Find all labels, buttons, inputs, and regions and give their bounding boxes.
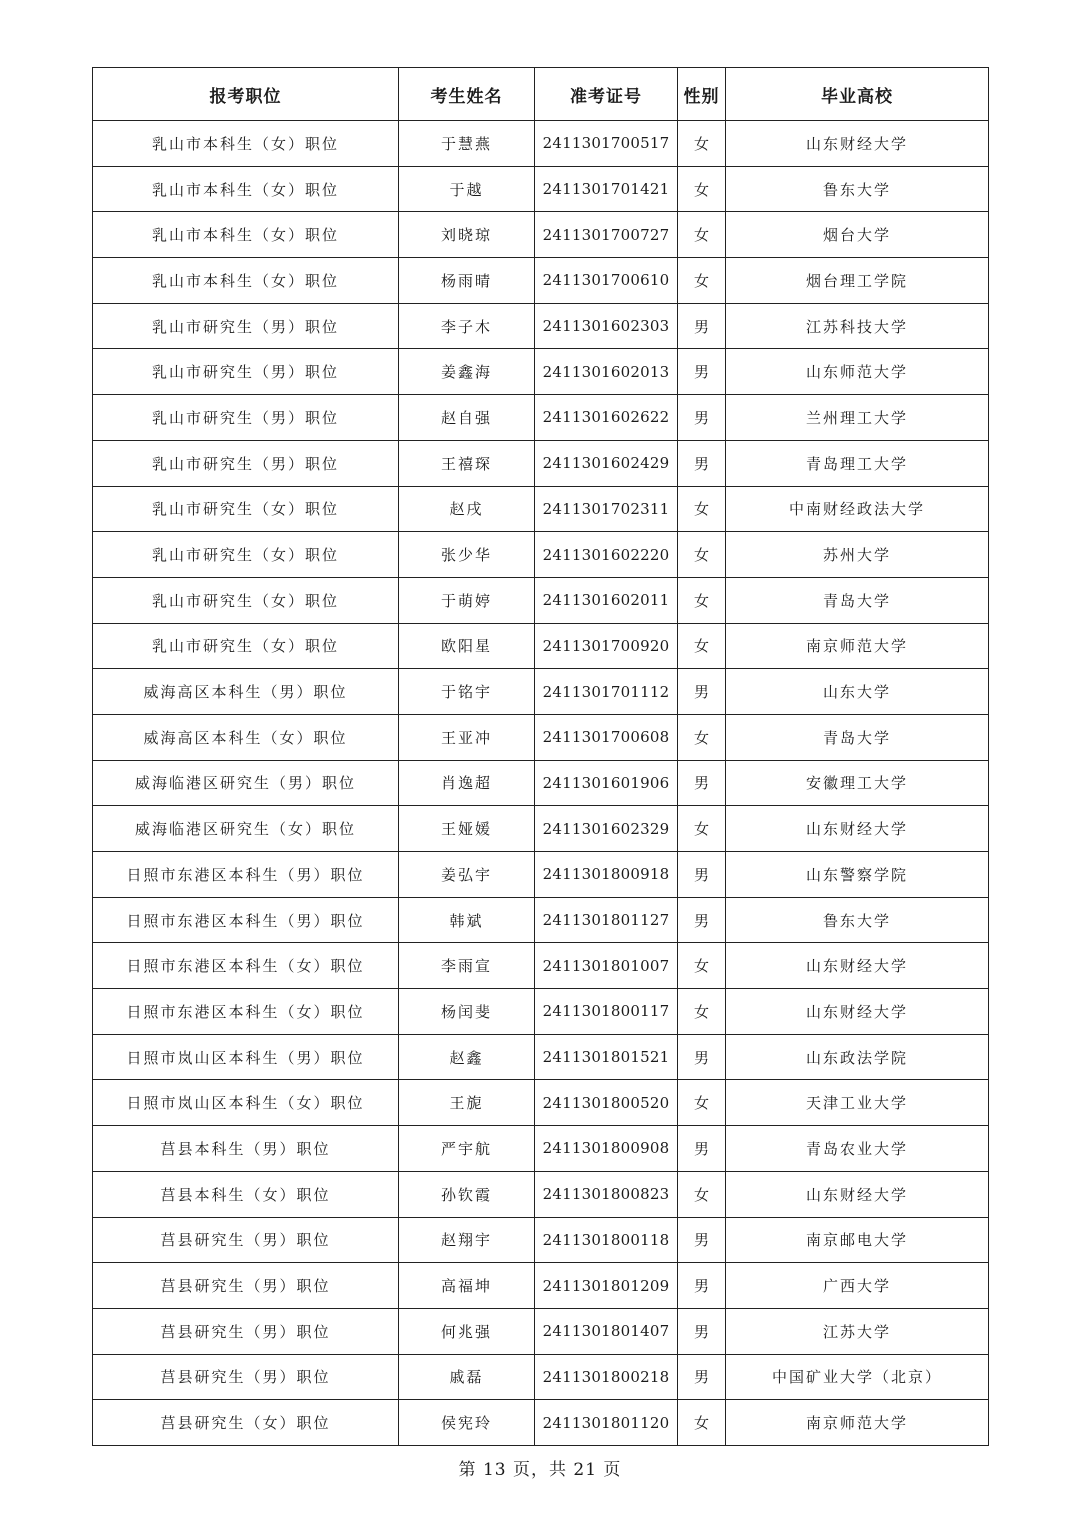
cell-school: 安徽理工大学 (726, 760, 989, 806)
cell-exam-id: 2411301801127 (535, 897, 678, 943)
cell-school: 山东大学 (726, 669, 989, 715)
header-gender: 性别 (678, 68, 726, 121)
cell-position: 乳山市研究生（男）职位 (93, 303, 399, 349)
cell-school: 江苏科技大学 (726, 303, 989, 349)
cell-name: 杨雨晴 (399, 258, 535, 304)
cell-position: 乳山市本科生（女）职位 (93, 121, 399, 167)
table-row (93, 1034, 989, 1080)
cell-name: 高福坤 (399, 1263, 535, 1309)
table-row (93, 897, 989, 943)
header-position: 报考职位 (93, 68, 399, 121)
cell-gender: 男 (678, 760, 726, 806)
table-row (93, 532, 989, 578)
cell-position: 乳山市研究生（男）职位 (93, 440, 399, 486)
cell-exam-id: 2411301602429 (535, 440, 678, 486)
cell-exam-id: 2411301801521 (535, 1034, 678, 1080)
cell-gender: 男 (678, 897, 726, 943)
cell-name: 王娅媛 (399, 806, 535, 852)
cell-school: 鲁东大学 (726, 166, 989, 212)
cell-gender: 男 (678, 1217, 726, 1263)
table-row (93, 1126, 989, 1172)
cell-gender: 女 (678, 623, 726, 669)
cell-exam-id: 2411301700727 (535, 212, 678, 258)
cell-name: 于越 (399, 166, 535, 212)
table-row (93, 1400, 989, 1446)
cell-name: 肖逸超 (399, 760, 535, 806)
cell-school: 南京师范大学 (726, 1400, 989, 1446)
cell-gender: 女 (678, 577, 726, 623)
cell-gender: 女 (678, 1400, 726, 1446)
cell-exam-id: 2411301602013 (535, 349, 678, 395)
cell-school: 苏州大学 (726, 532, 989, 578)
cell-position: 日照市东港区本科生（男）职位 (93, 852, 399, 898)
table-body (93, 121, 989, 1446)
cell-gender: 男 (678, 395, 726, 441)
cell-gender: 女 (678, 166, 726, 212)
cell-gender: 男 (678, 1263, 726, 1309)
cell-name: 欧阳星 (399, 623, 535, 669)
cell-name: 侯宪玲 (399, 1400, 535, 1446)
cell-position: 乳山市本科生（女）职位 (93, 212, 399, 258)
cell-name: 赵戌 (399, 486, 535, 532)
cell-position: 莒县研究生（男）职位 (93, 1217, 399, 1263)
cell-name: 王旎 (399, 1080, 535, 1126)
cell-exam-id: 2411301701421 (535, 166, 678, 212)
table-row (93, 806, 989, 852)
cell-exam-id: 2411301800218 (535, 1354, 678, 1400)
table-row (93, 1263, 989, 1309)
candidate-table (92, 67, 989, 1446)
table-row (93, 1354, 989, 1400)
cell-position: 乳山市本科生（女）职位 (93, 258, 399, 304)
cell-exam-id: 2411301601906 (535, 760, 678, 806)
cell-name: 张少华 (399, 532, 535, 578)
table-row (93, 760, 989, 806)
table-row (93, 1217, 989, 1263)
cell-name: 于慧燕 (399, 121, 535, 167)
header-exam-id: 准考证号 (535, 68, 678, 121)
table-row (93, 440, 989, 486)
header-school: 毕业高校 (726, 68, 989, 121)
cell-position: 莒县研究生（女）职位 (93, 1400, 399, 1446)
cell-position: 日照市岚山区本科生（男）职位 (93, 1034, 399, 1080)
page-number: 第 13 页，共 21 页 (458, 1460, 622, 1480)
cell-school: 山东财经大学 (726, 806, 989, 852)
cell-school: 中国矿业大学（北京） (726, 1354, 989, 1400)
table-row (93, 486, 989, 532)
cell-gender: 女 (678, 486, 726, 532)
cell-position: 日照市岚山区本科生（女）职位 (93, 1080, 399, 1126)
cell-exam-id: 2411301602329 (535, 806, 678, 852)
header-name: 考生姓名 (399, 68, 535, 121)
cell-gender: 女 (678, 943, 726, 989)
cell-gender: 女 (678, 532, 726, 578)
table-row (93, 303, 989, 349)
cell-position: 乳山市研究生（女）职位 (93, 577, 399, 623)
cell-school: 山东警察学院 (726, 852, 989, 898)
cell-position: 乳山市研究生（男）职位 (93, 395, 399, 441)
cell-school: 青岛理工大学 (726, 440, 989, 486)
table-row (93, 714, 989, 760)
cell-name: 李雨宣 (399, 943, 535, 989)
cell-school: 青岛大学 (726, 714, 989, 760)
cell-position: 乳山市研究生（女）职位 (93, 532, 399, 578)
cell-exam-id: 2411301602622 (535, 395, 678, 441)
cell-name: 姜鑫海 (399, 349, 535, 395)
cell-exam-id: 2411301700920 (535, 623, 678, 669)
table-row (93, 395, 989, 441)
cell-school: 兰州理工大学 (726, 395, 989, 441)
cell-school: 山东财经大学 (726, 1171, 989, 1217)
table-row (93, 852, 989, 898)
cell-name: 王亚冲 (399, 714, 535, 760)
cell-school: 青岛农业大学 (726, 1126, 989, 1172)
cell-gender: 男 (678, 669, 726, 715)
cell-name: 王禧琛 (399, 440, 535, 486)
cell-school: 山东财经大学 (726, 943, 989, 989)
cell-exam-id: 2411301800520 (535, 1080, 678, 1126)
cell-school: 山东财经大学 (726, 121, 989, 167)
table-row (93, 1080, 989, 1126)
cell-position: 莒县本科生（女）职位 (93, 1171, 399, 1217)
cell-exam-id: 2411301801209 (535, 1263, 678, 1309)
cell-gender: 女 (678, 714, 726, 760)
table-row (93, 1171, 989, 1217)
cell-name: 于铭宇 (399, 669, 535, 715)
cell-exam-id: 2411301801007 (535, 943, 678, 989)
cell-name: 刘晓琼 (399, 212, 535, 258)
cell-gender: 女 (678, 121, 726, 167)
cell-position: 乳山市本科生（女）职位 (93, 166, 399, 212)
cell-position: 乳山市研究生（女）职位 (93, 623, 399, 669)
cell-exam-id: 2411301700610 (535, 258, 678, 304)
cell-gender: 女 (678, 806, 726, 852)
cell-position: 威海高区本科生（男）职位 (93, 669, 399, 715)
cell-school: 山东师范大学 (726, 349, 989, 395)
cell-gender: 男 (678, 852, 726, 898)
cell-gender: 女 (678, 212, 726, 258)
cell-gender: 男 (678, 1308, 726, 1354)
cell-gender: 女 (678, 1171, 726, 1217)
cell-position: 莒县本科生（男）职位 (93, 1126, 399, 1172)
cell-position: 威海临港区研究生（男）职位 (93, 760, 399, 806)
cell-exam-id: 2411301702311 (535, 486, 678, 532)
cell-exam-id: 2411301602220 (535, 532, 678, 578)
cell-position: 威海高区本科生（女）职位 (93, 714, 399, 760)
table-row (93, 349, 989, 395)
cell-exam-id: 2411301801120 (535, 1400, 678, 1446)
table-row (93, 989, 989, 1035)
cell-gender: 女 (678, 989, 726, 1035)
table-row (93, 623, 989, 669)
cell-gender: 女 (678, 1080, 726, 1126)
cell-position: 莒县研究生（男）职位 (93, 1354, 399, 1400)
cell-school: 江苏大学 (726, 1308, 989, 1354)
cell-school: 烟台理工学院 (726, 258, 989, 304)
cell-name: 严宇航 (399, 1126, 535, 1172)
cell-school: 中南财经政法大学 (726, 486, 989, 532)
cell-school: 南京邮电大学 (726, 1217, 989, 1263)
cell-school: 广西大学 (726, 1263, 989, 1309)
cell-name: 赵鑫 (399, 1034, 535, 1080)
cell-name: 于萌婷 (399, 577, 535, 623)
cell-name: 赵翔宇 (399, 1217, 535, 1263)
cell-exam-id: 2411301602011 (535, 577, 678, 623)
cell-school: 天津工业大学 (726, 1080, 989, 1126)
table-row (93, 669, 989, 715)
cell-position: 乳山市研究生（女）职位 (93, 486, 399, 532)
cell-gender: 男 (678, 1126, 726, 1172)
cell-exam-id: 2411301801407 (535, 1308, 678, 1354)
cell-exam-id: 2411301700608 (535, 714, 678, 760)
cell-position: 乳山市研究生（男）职位 (93, 349, 399, 395)
cell-name: 韩斌 (399, 897, 535, 943)
cell-exam-id: 2411301700517 (535, 121, 678, 167)
cell-name: 赵自强 (399, 395, 535, 441)
cell-school: 鲁东大学 (726, 897, 989, 943)
cell-exam-id: 2411301602303 (535, 303, 678, 349)
table-row (93, 121, 989, 167)
cell-name: 戚磊 (399, 1354, 535, 1400)
table-header-row (93, 68, 989, 121)
cell-school: 山东政法学院 (726, 1034, 989, 1080)
cell-exam-id: 2411301800918 (535, 852, 678, 898)
cell-name: 姜弘宇 (399, 852, 535, 898)
cell-exam-id: 2411301800908 (535, 1126, 678, 1172)
table-row (93, 212, 989, 258)
cell-position: 莒县研究生（男）职位 (93, 1308, 399, 1354)
cell-school: 南京师范大学 (726, 623, 989, 669)
cell-gender: 女 (678, 258, 726, 304)
cell-gender: 男 (678, 440, 726, 486)
cell-name: 杨闰斐 (399, 989, 535, 1035)
cell-position: 莒县研究生（男）职位 (93, 1263, 399, 1309)
cell-school: 青岛大学 (726, 577, 989, 623)
cell-school: 烟台大学 (726, 212, 989, 258)
table-row (93, 943, 989, 989)
cell-gender: 男 (678, 349, 726, 395)
table-row (93, 166, 989, 212)
cell-exam-id: 2411301800117 (535, 989, 678, 1035)
cell-position: 日照市东港区本科生（女）职位 (93, 989, 399, 1035)
cell-exam-id: 2411301800118 (535, 1217, 678, 1263)
cell-name: 何兆强 (399, 1308, 535, 1354)
cell-school: 山东财经大学 (726, 989, 989, 1035)
table-row (93, 258, 989, 304)
table-row (93, 1308, 989, 1354)
cell-gender: 男 (678, 303, 726, 349)
cell-exam-id: 2411301800823 (535, 1171, 678, 1217)
cell-gender: 男 (678, 1034, 726, 1080)
cell-position: 日照市东港区本科生（女）职位 (93, 943, 399, 989)
table-row (93, 577, 989, 623)
cell-name: 李子木 (399, 303, 535, 349)
cell-exam-id: 2411301701112 (535, 669, 678, 715)
cell-gender: 男 (678, 1354, 726, 1400)
cell-position: 威海临港区研究生（女）职位 (93, 806, 399, 852)
cell-name: 孙钦霞 (399, 1171, 535, 1217)
cell-position: 日照市东港区本科生（男）职位 (93, 897, 399, 943)
